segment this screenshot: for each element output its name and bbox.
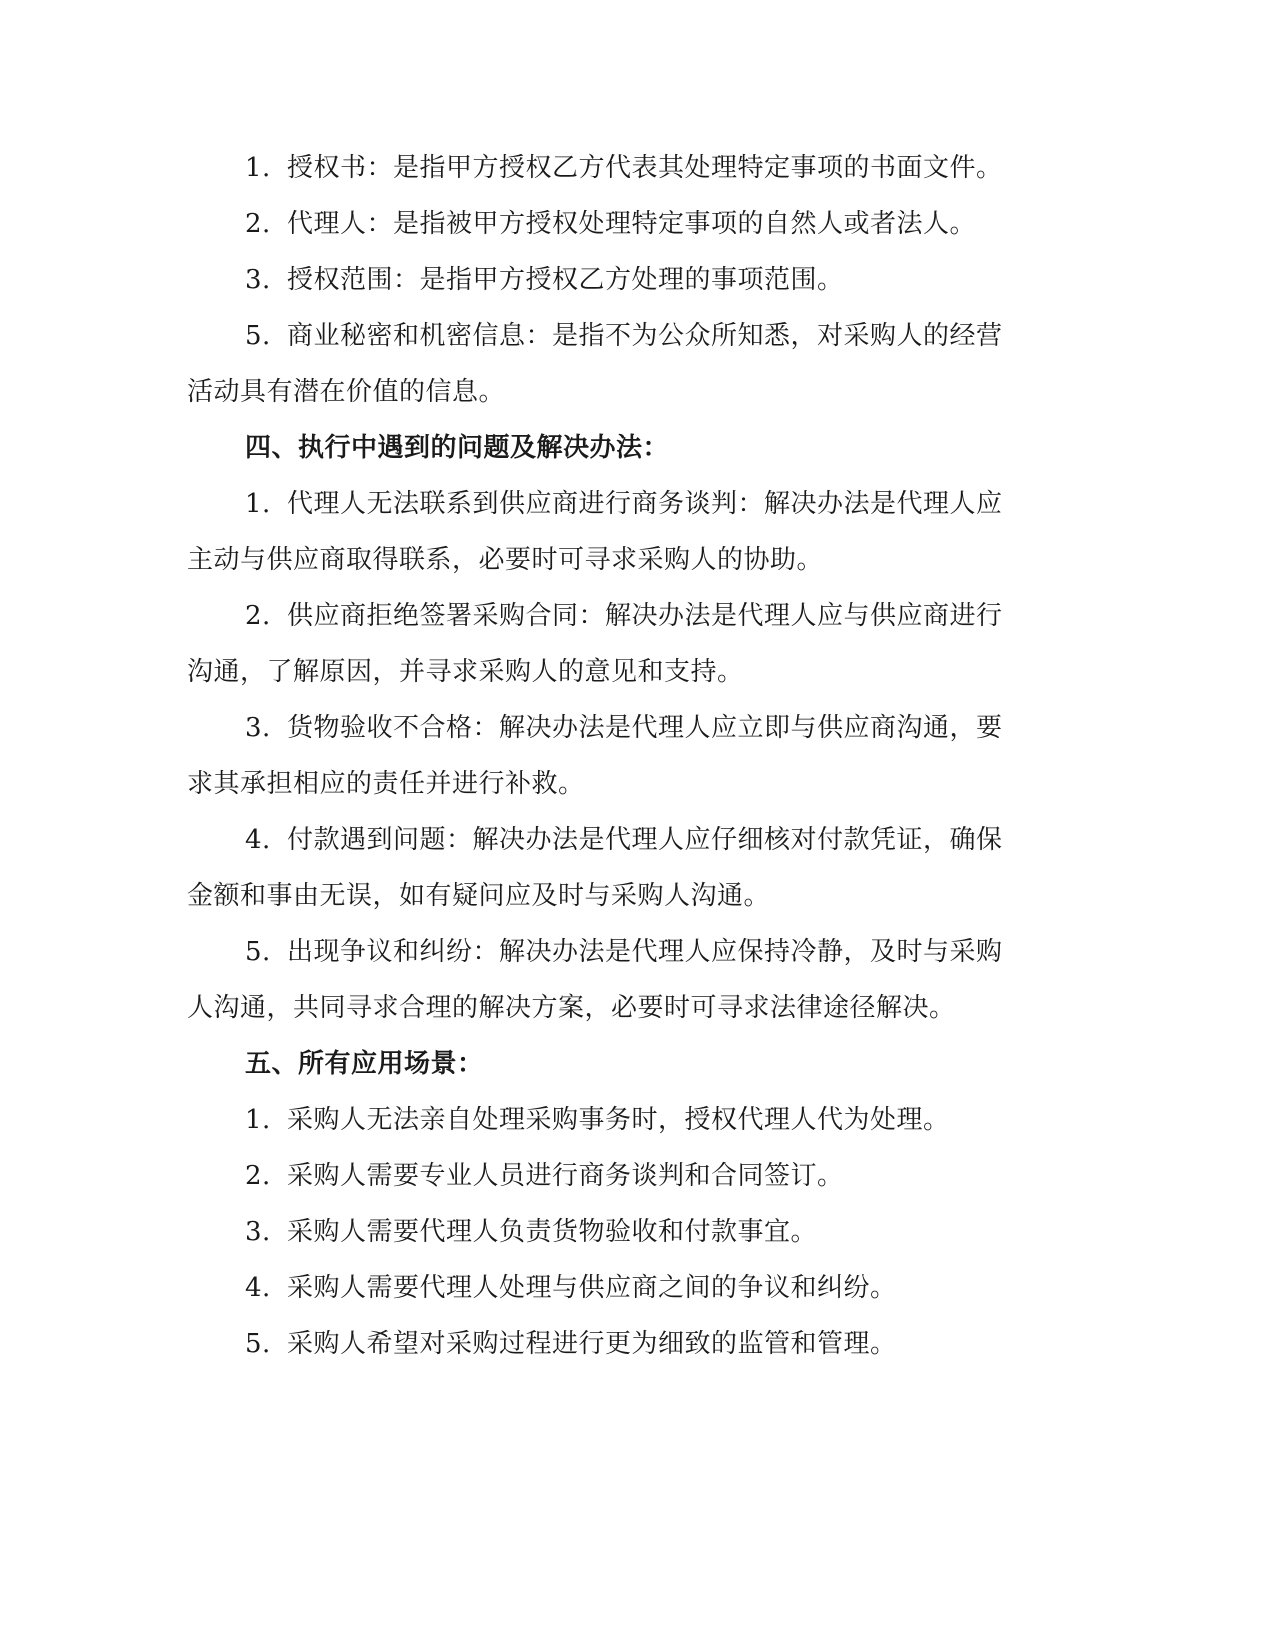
document-body: [187, 140, 1067, 1372]
item-number: 5.: [245, 1329, 271, 1359]
problem-item-continuation: 求其承担相应的责任并进行补救。: [187, 769, 585, 799]
problem-item: [187, 588, 1067, 644]
problem-item-continuation: 沟通，了解原因，并寻求采购人的意见和支持。: [187, 657, 744, 687]
definition-item: [187, 140, 1067, 196]
problem-item: [187, 924, 1067, 980]
scenario-item: [187, 1316, 1067, 1372]
problem-item: [187, 812, 1067, 868]
scenario-item: [187, 1092, 1067, 1148]
item-number: 1.: [245, 1105, 271, 1135]
item-number: 3.: [245, 265, 271, 295]
problem-item: [187, 700, 1067, 756]
item-number: 4.: [245, 1273, 271, 1303]
item-text: 授权范围：是指甲方授权乙方处理的事项范围。: [287, 265, 844, 295]
item-text: 商业秘密和机密信息：是指不为公众所知悉，对采购人的经营: [287, 321, 1003, 351]
item-number: 4.: [245, 825, 271, 855]
item-number: 2.: [245, 601, 271, 631]
item-number: 2.: [245, 1161, 271, 1191]
item-text: 采购人需要专业人员进行商务谈判和合同签订。: [287, 1161, 844, 1191]
item-number: 1.: [245, 153, 271, 183]
section-heading: 五、所有应用场景：: [245, 1049, 484, 1079]
scenario-item: [187, 1260, 1067, 1316]
problem-item-continuation: 人沟通，共同寻求合理的解决方案，必要时可寻求法律途径解决。: [187, 993, 956, 1023]
item-number: 3.: [245, 1217, 271, 1247]
item-text: 采购人希望对采购过程进行更为细致的监管和管理。: [287, 1329, 897, 1359]
section-heading: 四、执行中遇到的问题及解决办法：: [245, 433, 670, 463]
item-number: 5.: [245, 321, 271, 351]
problem-item-continuation: 主动与供应商取得联系，必要时可寻求采购人的协助。: [187, 545, 824, 575]
item-text: 付款遇到问题：解决办法是代理人应仔细核对付款凭证，确保: [287, 825, 1003, 855]
item-text: 代理人：是指被甲方授权处理特定事项的自然人或者法人。: [287, 209, 977, 239]
definition-item: [187, 308, 1067, 364]
item-text: 采购人无法亲自处理采购事务时，授权代理人代为处理。: [287, 1105, 950, 1135]
item-text: 供应商拒绝签署采购合同：解决办法是代理人应与供应商进行: [287, 601, 1003, 631]
scenario-item: [187, 1148, 1067, 1204]
item-text: 授权书：是指甲方授权乙方代表其处理特定事项的书面文件。: [287, 153, 1003, 183]
problem-item-continuation: 金额和事由无误，如有疑问应及时与采购人沟通。: [187, 881, 771, 911]
item-number: 2.: [245, 209, 271, 239]
item-number: 3.: [245, 713, 271, 743]
problem-item: [187, 476, 1067, 532]
item-text: 出现争议和纠纷：解决办法是代理人应保持冷静，及时与采购: [287, 937, 1003, 967]
scenario-item: [187, 1204, 1067, 1260]
item-text: 货物验收不合格：解决办法是代理人应立即与供应商沟通，要: [287, 713, 1003, 743]
item-text: 采购人需要代理人处理与供应商之间的争议和纠纷。: [287, 1273, 897, 1303]
item-text: 代理人无法联系到供应商进行商务谈判：解决办法是代理人应: [287, 489, 1003, 519]
item-number: 5.: [245, 937, 271, 967]
item-number: 1.: [245, 489, 271, 519]
definition-item-continuation: 活动具有潜在价值的信息。: [187, 377, 506, 407]
definition-item: [187, 196, 1067, 252]
definition-item: [187, 252, 1067, 308]
item-text: 采购人需要代理人负责货物验收和付款事宜。: [287, 1217, 818, 1247]
